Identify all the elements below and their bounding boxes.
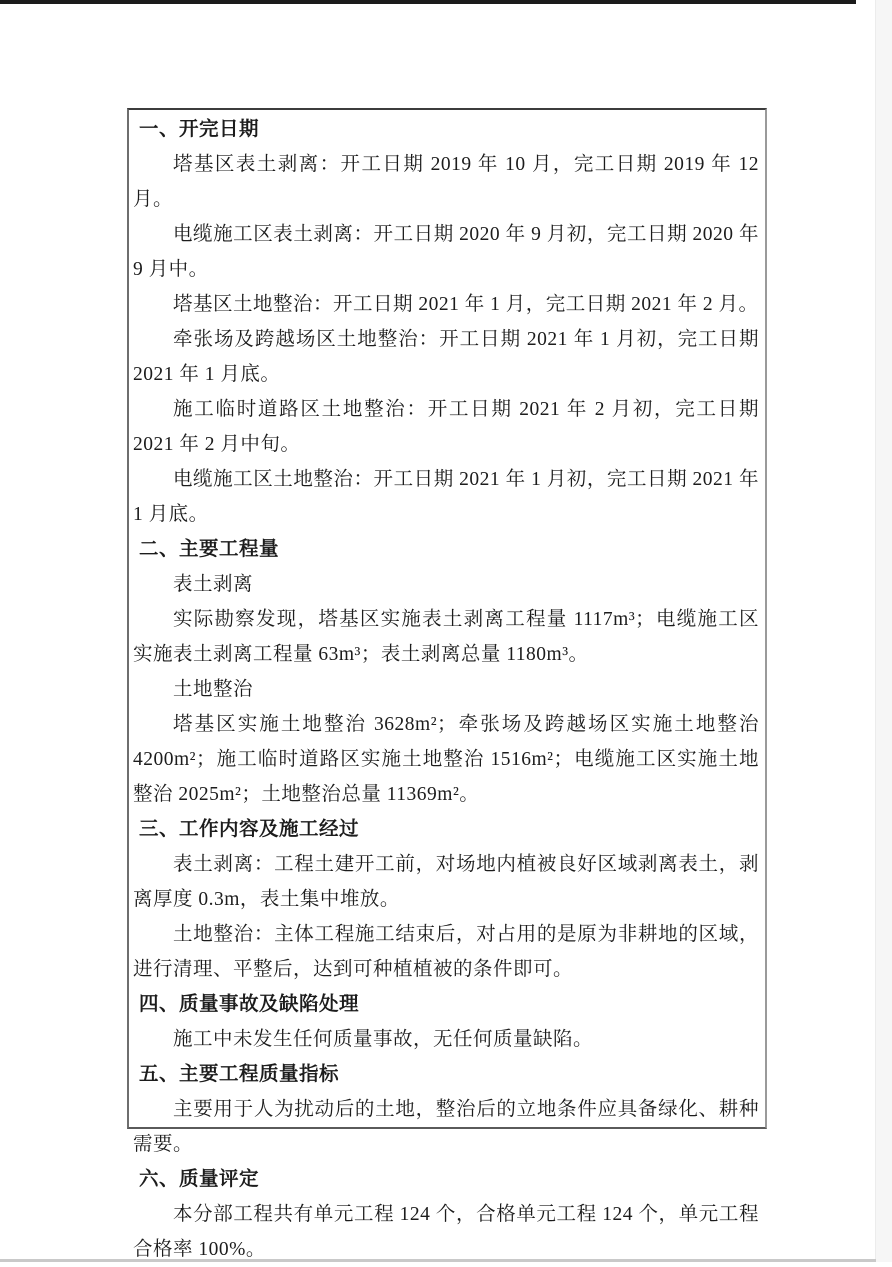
section-heading-completion-dates: 一、开完日期 [139, 119, 260, 140]
section-heading-quality-indicators: 五、主要工程质量指标 [139, 1064, 340, 1085]
section-heading-quality-evaluation: 六、质量评定 [139, 1169, 260, 1190]
paragraph: 表土剥离 [173, 574, 254, 595]
paragraph: 土地整治 [173, 679, 254, 700]
paragraph: 本分部工程共有单元工程 124 个，合格单元工程 124 个，单元工程合格率 100%。 [133, 1204, 759, 1260]
paragraph: 电缆施工区土地整治：开工日期 2021 年 1 月初，完工日期 2021 年 1 月底。 [133, 469, 759, 525]
paragraph: 实际勘察发现，塔基区实施表土剥离工程量 1117m³；电缆施工区实施表土剥离工程量 63m³；表土剥离总量 1180m³。 [133, 609, 759, 665]
paragraph: 塔基区表土剥离：开工日期 2019 年 10 月，完工日期 2019 年 12 月。 [133, 154, 759, 210]
paragraph: 施工临时道路区土地整治：开工日期 2021 年 2 月初，完工日期 2021 年 2 月中旬。 [133, 399, 759, 455]
section-heading-work-content: 三、工作内容及施工经过 [139, 819, 360, 840]
scan-top-edge-bar [0, 0, 856, 4]
paragraph: 电缆施工区表土剥离：开工日期 2020 年 9 月初，完工日期 2020 年 9 月中。 [133, 224, 759, 280]
scan-right-edge-strip [875, 0, 892, 1262]
document-cell [127, 108, 767, 1260]
section-heading-quality-accidents: 四、质量事故及缺陷处理 [139, 994, 360, 1015]
paragraph: 塔基区土地整治：开工日期 2021 年 1 月，完工日期 2021 年 2 月。 [173, 294, 759, 315]
paragraph: 主要用于人为扰动后的土地，整治后的立地条件应具备绿化、耕种需要。 [133, 1099, 759, 1155]
paragraph: 牵张场及跨越场区土地整治：开工日期 2021 年 1 月初，完工日期 2021 年 1 月底。 [133, 329, 759, 385]
paragraph: 表土剥离：工程土建开工前，对场地内植被良好区域剥离表土，剥离厚度 0.3m，表土集中堆放。 [133, 854, 759, 910]
paragraph: 施工中未发生任何质量事故，无任何质量缺陷。 [173, 1029, 594, 1050]
paragraph: 塔基区实施土地整治 3628m²；牵张场及跨越场区实施土地整治 4200m²；施工临时道路区实施土地整治 1516m²；电缆施工区实施土地整治 2025m²；土地整治总量 11369m²。 [133, 714, 759, 805]
section-heading-main-quantities: 二、主要工程量 [139, 539, 280, 560]
paragraph: 土地整治：主体工程施工结束后，对占用的是原为非耕地的区域，进行清理、平整后，达到可种植植被的条件即可。 [133, 924, 759, 980]
